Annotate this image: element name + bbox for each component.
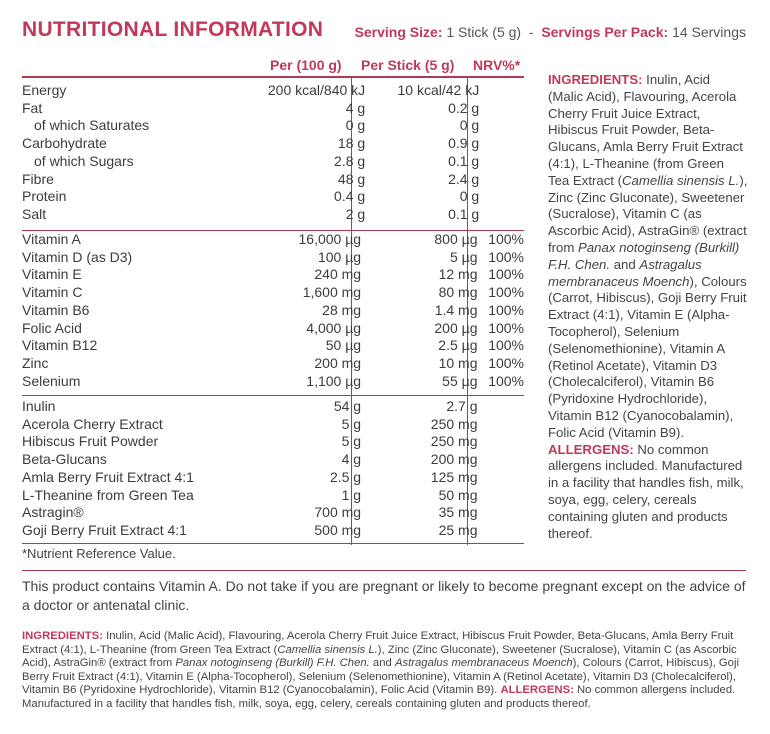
- value-perstick: 10 mg: [438, 354, 478, 371]
- value-perstick: 1.4 mg: [434, 301, 478, 318]
- nutrient-name: Energy: [22, 82, 67, 98]
- value-perstick: 0.9 g: [448, 135, 480, 152]
- ingredients-text: ), Colours (Carrot, Hibiscus), Goji Berry Fruit Extract (4:1), Vitamin E (Alpha-Tocopherol), Selenium (Selenomethionine), Vitamin A (Retinol Acetate), Vitamin D3 (Cholecalciferol), Vitamin B6 (Pyridoxine Hydrochloride), Vitamin B12 (Cyanocobalamin), Folic Acid (Vitamin B9).: [22, 657, 739, 696]
- value-perstick: 800 µg: [434, 231, 478, 247]
- table-row: [22, 135, 524, 153]
- servings-per-pack-value: 14 Servings: [672, 24, 746, 40]
- value-per100: 4 g: [345, 99, 366, 116]
- ingredients-italic: Camellia sinensis L.: [622, 172, 740, 188]
- table-row: [22, 117, 524, 135]
- table-bottom-rule: [22, 543, 524, 544]
- value-perstick: 0 g: [459, 188, 480, 205]
- value-per100: 200 kcal/840 kJ: [267, 82, 366, 98]
- ingredients-text: ), Zinc (Zinc Gluconate), Sweetener (Sucralose), Vitamin C (as Ascorbic Acid), AstraGin® (extract from: [22, 643, 737, 669]
- value-nrv: 100%: [488, 266, 524, 283]
- value-perstick: 80 mg: [438, 284, 478, 301]
- table-row: [22, 206, 524, 224]
- ingredients-text: and: [610, 256, 640, 272]
- value-perstick: 0.1 g: [448, 152, 480, 169]
- value-nrv: [484, 416, 525, 434]
- value-perstick: 200 mg: [430, 451, 478, 468]
- value-perstick: 55 µg: [442, 372, 478, 389]
- table-row: [22, 522, 524, 540]
- col-header-nrv: NRV%*: [473, 57, 521, 73]
- ingredients-italic: Panax notoginseng (Burkill) F.H. Chen.: [548, 239, 740, 272]
- value-nrv: 100%: [488, 284, 524, 301]
- value-perstick: 0 g: [459, 117, 480, 134]
- value-per100: 4 g: [341, 451, 362, 468]
- nutrient-name: Beta-Glucans: [22, 451, 107, 468]
- ingredients-italic: Astragalus membranaceus Moench: [548, 256, 702, 289]
- value-nrv: 100%: [488, 354, 524, 371]
- table-row: [22, 171, 524, 189]
- allergens-label: ALLERGENS:: [500, 684, 574, 696]
- value-per100: 0.4 g: [334, 188, 366, 205]
- nutrient-name: Vitamin C: [22, 284, 83, 301]
- actives-table: [22, 398, 524, 540]
- value-nrv: 100%: [488, 337, 524, 354]
- table-row: [22, 231, 524, 249]
- table-row: [22, 188, 524, 206]
- value-per100: 2.8 g: [334, 152, 366, 169]
- nutrient-name: Folic Acid: [22, 319, 82, 336]
- table-top-rule: [22, 76, 524, 78]
- value-nrv: [485, 82, 524, 100]
- allergens-text: No common allergens included. Manufactured in a facility that handles fish, milk, soya, egg, celery, cereals containing gluten and products thereof.: [22, 684, 736, 710]
- table-row: [22, 416, 524, 434]
- vitamin-a-warning: This product contains Vitamin A. Do not take if you are pregnant or likely to become pregnant except on the advice of a doctor or antenatal clinic.: [22, 578, 746, 613]
- value-nrv: [484, 451, 525, 469]
- nutrient-name: Vitamin D (as D3): [22, 248, 133, 265]
- nutrient-name: Fat: [22, 99, 43, 116]
- nutrients-table: [22, 82, 524, 224]
- table-row: [22, 504, 524, 522]
- value-nrv: [485, 206, 524, 224]
- value-per100: 4,000 µg: [306, 319, 362, 336]
- value-per100: 2 g: [345, 205, 366, 222]
- ingredients-label: INGREDIENTS:: [22, 630, 103, 642]
- value-perstick: 0.1 g: [448, 205, 480, 222]
- table-row: [22, 355, 524, 373]
- value-nrv: [485, 135, 524, 153]
- col-header-perstick: Per Stick (5 g): [361, 57, 455, 73]
- table-row: [22, 249, 524, 267]
- value-per100: 48 g: [337, 170, 366, 187]
- serving-separator: -: [528, 24, 534, 40]
- value-per100: 28 mg: [322, 301, 362, 318]
- nutrient-name: Inulin: [22, 398, 56, 414]
- value-nrv: [484, 504, 525, 522]
- serving-size-value: 1 Stick (5 g): [446, 24, 522, 40]
- table-row: [22, 487, 524, 505]
- nutrient-name: Protein: [22, 188, 67, 205]
- value-perstick: 200 µg: [434, 319, 478, 336]
- value-per100: 240 mg: [314, 266, 362, 283]
- ingredients-text: and: [369, 657, 395, 669]
- col-header-per100: Per (100 g): [270, 57, 342, 73]
- allergens-label: ALLERGENS:: [548, 441, 634, 457]
- value-per100: 50 µg: [325, 337, 362, 354]
- nutrient-name: of which Saturates: [34, 117, 150, 134]
- ingredients-sidebar: [548, 72, 748, 542]
- nutrient-name: Carbohydrate: [22, 135, 107, 152]
- table-row: [22, 398, 524, 416]
- table-row: [22, 320, 524, 338]
- value-perstick: 50 mg: [438, 486, 478, 503]
- value-per100: 2.5 g: [329, 468, 362, 485]
- value-perstick: 2.4 g: [448, 170, 480, 187]
- value-per100: 1 g: [341, 486, 362, 503]
- value-nrv: [484, 487, 525, 505]
- ingredients-italic: Astragalus membranaceus Moench: [394, 657, 573, 669]
- value-perstick: 0.2 g: [448, 99, 480, 116]
- table-row: [22, 451, 524, 469]
- value-nrv: [484, 522, 525, 540]
- serving-info: [355, 24, 746, 40]
- nutrient-name: Amla Berry Fruit Extract 4:1: [22, 468, 194, 485]
- ingredients-italic: Panax notoginseng (Burkill) F.H. Chen.: [175, 657, 370, 669]
- ingredients-text: ), Zinc (Zinc Gluconate), Sweetener (Sucralose), Vitamin C (as Ascorbic Acid), AstraGin® (extract from: [548, 172, 748, 255]
- value-perstick: 2.5 µg: [438, 337, 478, 354]
- value-nrv: 100%: [488, 248, 524, 265]
- value-nrv: [484, 398, 525, 416]
- value-per100: 1,600 mg: [302, 284, 362, 301]
- value-per100: 5 g: [341, 415, 362, 432]
- nutrient-name: Vitamin B6: [22, 301, 90, 318]
- ingredients-label: INGREDIENTS:: [548, 72, 643, 87]
- table-row: [22, 100, 524, 118]
- ingredients-italic: Camellia sinensis L.: [277, 643, 378, 656]
- table-row: [22, 266, 524, 284]
- value-nrv: 100%: [488, 372, 524, 389]
- allergens-text: No common allergens included. Manufactured in a facility that handles fish, milk, soya, egg, celery, cereals containing gluten and products thereof.: [548, 441, 744, 541]
- table-row: [22, 337, 524, 355]
- nutrient-name: L-Theanine from Green Tea: [22, 486, 194, 503]
- table-row: [22, 302, 524, 320]
- nutrient-name: Astragin®: [22, 504, 84, 521]
- serving-size-label: Serving Size:: [354, 24, 443, 40]
- value-perstick: 250 mg: [430, 415, 478, 432]
- value-nrv: 100%: [488, 319, 524, 336]
- ingredients-text: Inulin, Acid (Malic Acid), Flavouring, Acerola Cherry Fruit Juice Extract, Hibiscus Fruit Powder, Beta-Glucans, Amla Berry Fruit Extract (4:1), L-Theanine (from Green Tea Extract (: [548, 72, 743, 188]
- value-perstick: 10 kcal/42 kJ: [397, 82, 480, 98]
- value-nrv: [484, 469, 525, 487]
- value-per100: 54 g: [333, 398, 362, 414]
- servings-per-pack-label: Servings Per Pack:: [541, 24, 669, 40]
- nutrient-name: Vitamin B12: [22, 337, 98, 354]
- value-nrv: [485, 153, 524, 171]
- value-nrv: [485, 188, 524, 206]
- value-perstick: 35 mg: [438, 504, 478, 521]
- nutrient-name: Acerola Cherry Extract: [22, 415, 163, 432]
- nutrient-name: Goji Berry Fruit Extract 4:1: [22, 521, 187, 538]
- value-per100: 18 g: [337, 135, 366, 152]
- value-nrv: 100%: [488, 301, 524, 318]
- ingredients-text: ), Colours (Carrot, Hibiscus), Goji Berry Fruit Extract (4:1), Vitamin E (Alpha-Tocopherol), Selenium (Selenomethionine), Vitamin A (Retinol Acetate), Vitamin D3 (Cholecalciferol), Vitamin B6 (Pyridoxine Hydrochloride), Vitamin B12 (Cyanocobalamin), Folic Acid (Vitamin B9).: [548, 273, 747, 440]
- value-per100: 1,100 µg: [306, 372, 362, 389]
- value-per100: 5 g: [341, 433, 362, 450]
- value-per100: 0 g: [345, 117, 366, 134]
- value-nrv: [484, 433, 525, 451]
- nutrient-name: Hibiscus Fruit Powder: [22, 433, 159, 450]
- value-per100: 200 mg: [314, 354, 362, 371]
- table-row: [22, 433, 524, 451]
- nutrient-name: Vitamin A: [22, 231, 81, 247]
- table-row: [22, 373, 524, 391]
- value-per100: 100 µg: [317, 248, 362, 265]
- ingredients-bottom: [22, 630, 752, 711]
- vitamins-table: [22, 231, 524, 390]
- nutrient-name: Vitamin E: [22, 266, 82, 283]
- section-separator: [22, 570, 746, 571]
- value-nrv: [485, 117, 524, 135]
- value-perstick: 25 mg: [438, 521, 478, 538]
- value-nrv: 100%: [488, 231, 524, 247]
- value-per100: 700 mg: [314, 504, 362, 521]
- value-perstick: 125 mg: [430, 468, 478, 485]
- value-nrv: [485, 100, 524, 118]
- nutrient-name: Fibre: [22, 170, 54, 187]
- ingredients-text: Inulin, Acid (Malic Acid), Flavouring, Acerola Cherry Fruit Juice Extract, Hibiscus Fruit Powder, Beta-Glucans, Amla Berry Fruit Extract (4:1), L-Theanine (from Green Tea Extract (: [22, 630, 734, 656]
- value-perstick: 5 µg: [449, 248, 478, 265]
- table-row: [22, 469, 524, 487]
- page-title: NUTRITIONAL INFORMATION: [22, 18, 324, 41]
- nutrient-name: Zinc: [22, 354, 49, 371]
- value-perstick: 250 mg: [430, 433, 478, 450]
- nrv-footnote: *Nutrient Reference Value.: [22, 546, 176, 561]
- value-per100: 500 mg: [314, 521, 362, 538]
- nutrient-name: Salt: [22, 205, 47, 222]
- nutrient-name: of which Sugars: [34, 152, 134, 169]
- value-nrv: [485, 171, 524, 189]
- table-row: [22, 153, 524, 171]
- table-row: [22, 284, 524, 302]
- value-per100: 16,000 µg: [298, 231, 362, 247]
- nutrient-name: Selenium: [22, 372, 81, 389]
- section-rule: [22, 395, 524, 396]
- value-perstick: 12 mg: [438, 266, 478, 283]
- table-row: [22, 82, 524, 100]
- value-perstick: 2.7 g: [446, 398, 478, 414]
